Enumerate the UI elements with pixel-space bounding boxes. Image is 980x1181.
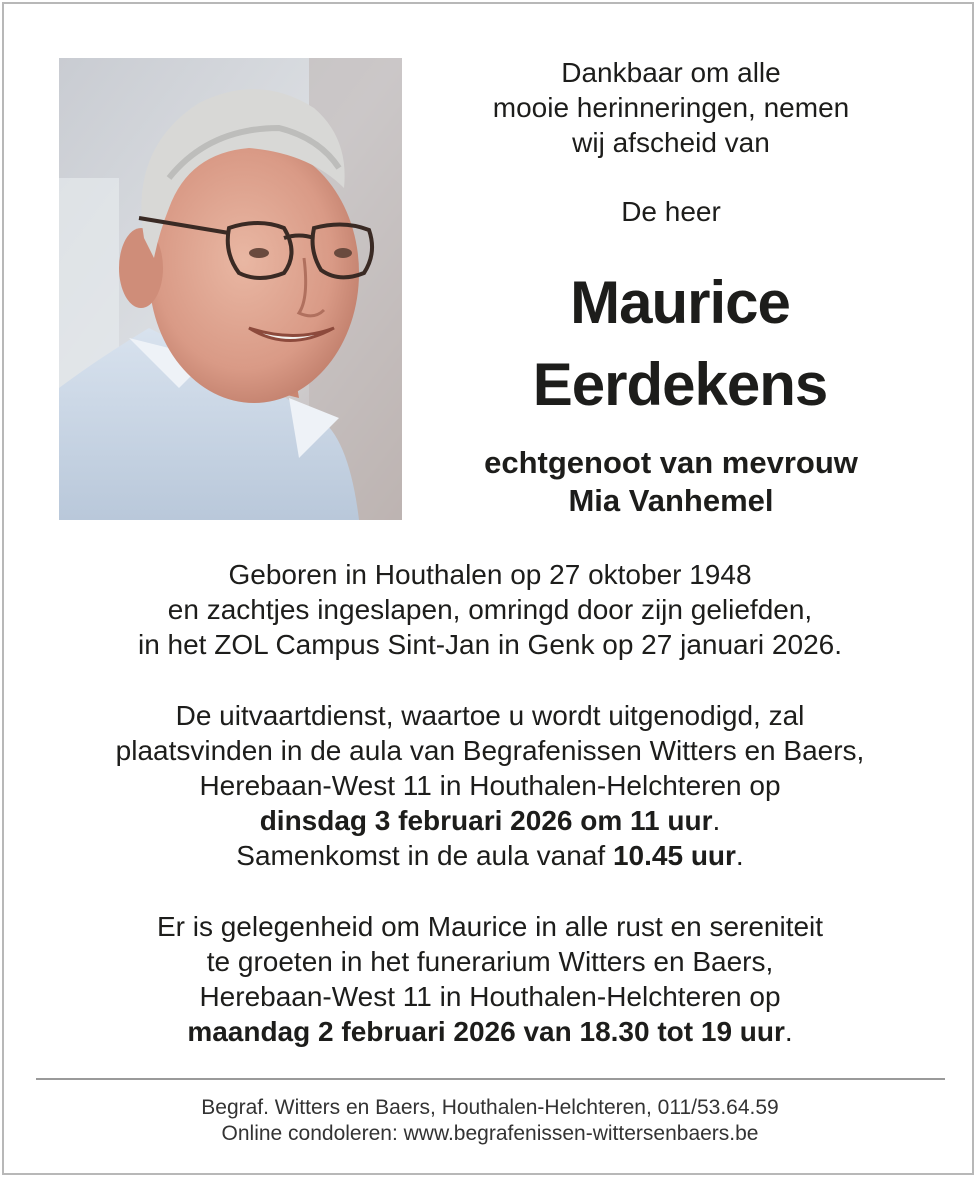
portrait-photo xyxy=(59,58,402,520)
first-name: Maurice xyxy=(570,269,790,336)
visitation-date: maandag 2 februari 2026 van 18.30 tot 19 uur xyxy=(187,1016,785,1047)
footer xyxy=(20,1095,960,1147)
paragraph-line: en zachtjes ingeslapen, omringd door zijn geliefden, xyxy=(167,594,813,625)
paragraph-line: plaatsvinden in de aula van Begrafenissen Witters en Baers, xyxy=(115,735,865,766)
funeral-paragraph xyxy=(20,698,960,873)
gathering-text: Samenkomst in de aula vanaf xyxy=(236,840,613,871)
deceased-name xyxy=(430,262,930,426)
punctuation: . xyxy=(735,840,744,871)
paragraph-line: in het ZOL Campus Sint-Jan in Genk op 27 januari 2026. xyxy=(137,629,843,660)
punctuation: . xyxy=(784,1016,793,1047)
gathering-line xyxy=(20,838,960,873)
condolence-link: Online condoleren: www.begrafenissen-wittersenbaers.be xyxy=(221,1122,759,1145)
intro-line: mooie herinneringen, nemen xyxy=(492,92,850,123)
intro-line: wij afscheid van xyxy=(572,127,770,158)
funeral-home-contact: Begraf. Witters en Baers, Houthalen-Helchteren, 011/53.64.59 xyxy=(201,1096,779,1119)
paragraph-line: Herebaan-West 11 in Houthalen-Helchteren op xyxy=(199,770,781,801)
intro-line: Dankbaar om alle xyxy=(561,57,781,88)
spouse-line: echtgenoot van mevrouw xyxy=(484,445,858,480)
punctuation: . xyxy=(712,805,721,836)
visitation-date-line xyxy=(20,1014,960,1049)
honorific: De heer xyxy=(621,196,721,227)
funeral-date: dinsdag 3 februari 2026 om 11 uur xyxy=(259,805,713,836)
paragraph-line: Herebaan-West 11 in Houthalen-Helchteren op xyxy=(199,981,781,1012)
paragraph-line: Geboren in Houthalen op 27 oktober 1948 xyxy=(228,559,752,590)
intro-text xyxy=(440,55,902,160)
visitation-paragraph xyxy=(20,909,960,1049)
spouse-name: Mia Vanhemel xyxy=(568,483,774,518)
gathering-time: 10.45 uur xyxy=(612,840,736,871)
last-name: Eerdekens xyxy=(532,351,828,418)
birth-death-paragraph xyxy=(20,557,960,662)
spouse-info xyxy=(400,444,942,520)
paragraph-line: De uitvaartdienst, waartoe u wordt uitgenodigd, zal xyxy=(175,700,805,731)
funeral-date-line xyxy=(20,803,960,838)
paragraph-line: te groeten in het funerarium Witters en Baers, xyxy=(206,946,774,977)
paragraph-line: Er is gelegenheid om Maurice in alle rust en sereniteit xyxy=(156,911,824,942)
divider xyxy=(36,1078,945,1080)
